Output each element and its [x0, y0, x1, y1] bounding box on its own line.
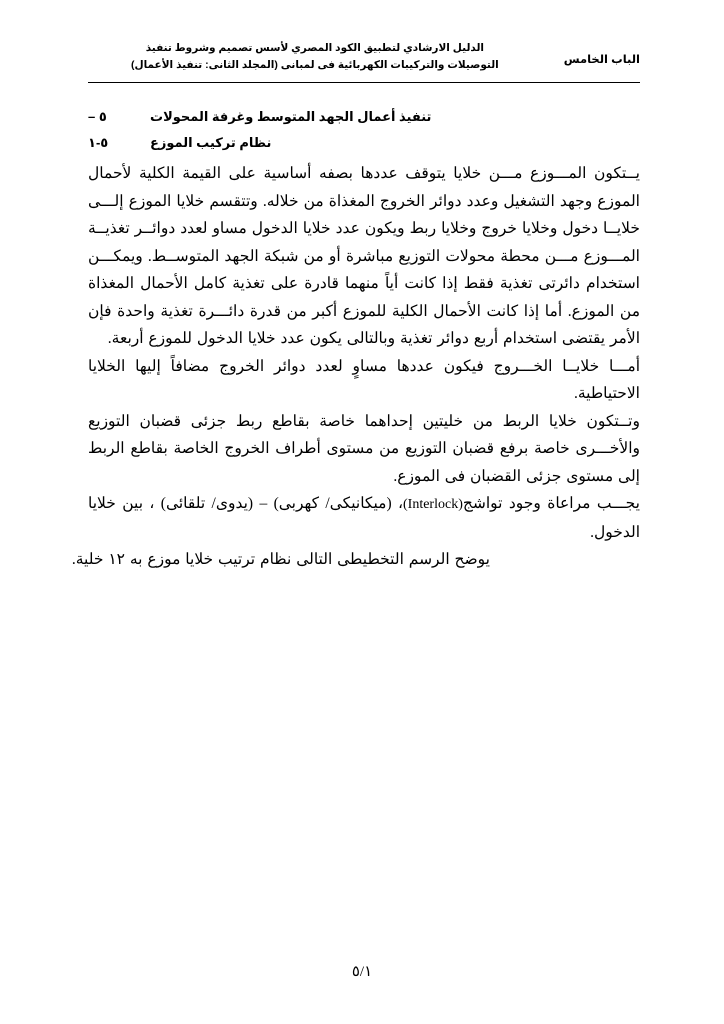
body-paragraph-3: وتــتكون خلايا الربط من خليتين إحداهما خاصة بقاطع ربط جزئى قضبان التوزيع والأخـــرى خاصة برفع قضبان التوزيع من مستوى أطراف الخروج الخاصة بقاطع الربط إلى مستوى جزئى القضبان فى الموزع. — [88, 412, 640, 485]
body-paragraph-4-text-after: ، (ميكانيكى/ كهربى) – (يدوى/ تلقائى) ، بين خلايا الدخول. — [88, 495, 640, 541]
body-paragraph-4-latin-term: (Interlock) — [403, 497, 463, 512]
body-paragraph-5: يوضح الرسم التخطيطى التالى نظام ترتيب خلايا موزع به ١٢ خلية. — [71, 551, 490, 568]
body-paragraph-4-text-before: يجـــب مراعاة وجود تواشج — [462, 495, 640, 512]
header-row — [88, 40, 640, 74]
section-heading-5-1 — [88, 130, 640, 156]
section-heading-5 — [88, 104, 640, 130]
header-title-block — [88, 40, 542, 74]
header-divider-rule — [88, 82, 640, 83]
header-chapter-label: الباب الخامس — [563, 54, 640, 66]
section-heading-5-number: ٥ – — [88, 109, 107, 124]
page-footer — [0, 962, 724, 982]
document-body — [71, 160, 640, 574]
body-paragraph-4 — [88, 490, 640, 546]
section-heading-5-1-number: ٥-١ — [88, 135, 109, 150]
section-heading-5-title: تنفيذ أعمال الجهد المتوسط وغرفة المحولات — [150, 109, 432, 124]
body-paragraph-2: أمـــا خلايــا الخـــروج فيكون عددها مساوٍ لعدد دوائر الخروج مضافاً إليها الخلايا الاحتياطية. — [88, 357, 640, 402]
body-paragraph-1: يــتكون المـــوزع مـــن خلايا يتوقف عددها بصفه أساسية على القيمة الكلية لأحمال الموزع وجهد التشغيل وعدد دوائر الخروج المغذاة من خلاله. وتتقسم خلايا الموزع إلـــى خلايــا دخول وخلايا خروج وخلايا ربط ويكون عدد خلايا الدخول مساو لعدد دوائــر تغذيــة المـــوزع مـــن محطة محولات التوزيع مباشرة أو من شبكة الجهد المتوســط. ويمكـــن استخدام دائرتى تغذية فقط إذا كانت أياً منهما قادرة على تغذية كامل الأحمال المغذاة من الموزع. أما إذا كانت الأحمال الكلية للموزع أكبر من قدرة دائـــرة تغذية واحدة فإن الأمر يقتضى استخدام أربع دوائر تغذية وبالتالى يكون عدد خلايا الدخول للموزع أربعة. — [88, 165, 640, 347]
header-title-line-1: الدليل الارشادي لتطبيق الكود المصري لأسس تصميم وشروط تنفيذ — [145, 42, 484, 54]
section-heading-5-1-title: نظام تركيب الموزع — [150, 135, 272, 150]
section-title-group — [88, 104, 640, 156]
page-header — [88, 40, 640, 74]
page-number: ٥/١ — [351, 964, 373, 980]
header-title-line-2: التوصيلات والتركيبات الكهربائية فى لمبانى (المجلد الثانى: تنفيذ الأعمال) — [130, 59, 499, 71]
